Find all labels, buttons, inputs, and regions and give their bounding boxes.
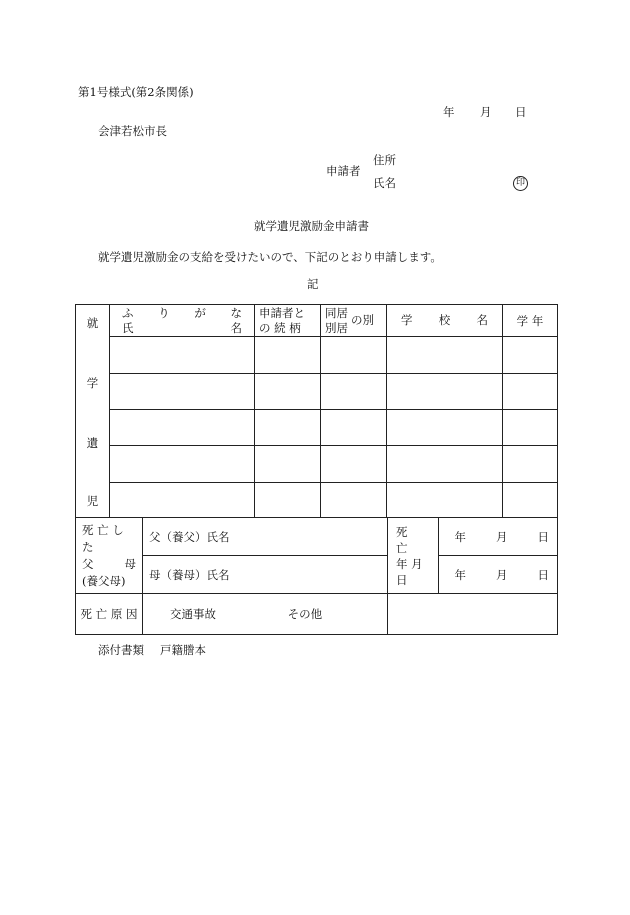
relation-cell[interactable]: [255, 483, 321, 518]
form-number: 第1号様式(第2条関係): [78, 85, 194, 99]
relation-cell[interactable]: [255, 410, 321, 446]
grade-cell[interactable]: [503, 483, 558, 518]
mother-name-field[interactable]: 母（養母）氏名: [143, 556, 388, 594]
date-day-label: 日: [515, 105, 527, 119]
cause-other[interactable]: その他: [287, 607, 323, 621]
name-cell[interactable]: [110, 410, 255, 446]
school-cell[interactable]: [387, 410, 503, 446]
name-label: 氏名: [373, 176, 396, 190]
cohabitation-cell[interactable]: [321, 483, 387, 518]
cohabitation-cell[interactable]: [321, 446, 387, 483]
grade-cell[interactable]: [503, 410, 558, 446]
mother-death-date[interactable]: 年 月 日: [439, 556, 558, 594]
school-cell[interactable]: [387, 337, 503, 374]
document-title: 就学遺児激励金申請書: [254, 219, 369, 233]
grade-cell[interactable]: [503, 337, 558, 374]
cause-of-death-options[interactable]: [143, 594, 388, 635]
grade-header: 学 年: [503, 305, 558, 337]
cause-of-death-label: 死 亡 原 因: [76, 594, 143, 635]
row-label-char: 児: [86, 494, 99, 508]
school-cell[interactable]: [387, 446, 503, 483]
name-cell[interactable]: [110, 337, 255, 374]
cohabitation-header: 同居 別居 の別: [321, 305, 387, 337]
name-header: [110, 305, 255, 337]
death-date-label: 死 亡 年 月 日: [388, 518, 439, 594]
deceased-parent-label: 死 亡 し た 父 母 (養父母): [76, 518, 143, 594]
seal-icon: 印: [513, 176, 528, 191]
father-name-field[interactable]: 父（養父）氏名: [143, 518, 388, 556]
school-cell[interactable]: [387, 483, 503, 518]
student-table: [75, 304, 558, 518]
father-death-date[interactable]: 年 月 日: [439, 518, 558, 556]
row-label-char: 遺: [86, 436, 99, 450]
address-label: 住所: [373, 153, 396, 167]
cohabitation-cell[interactable]: [321, 374, 387, 410]
body-text: 就学遺児激励金の支給を受けたいので、下記のとおり申請します。: [98, 250, 442, 264]
relation-cell[interactable]: [255, 374, 321, 410]
school-header: 学 校 名: [387, 305, 503, 337]
cohabitation-cell[interactable]: [321, 337, 387, 374]
name-cell[interactable]: [110, 446, 255, 483]
school-cell[interactable]: [387, 374, 503, 410]
name-cell[interactable]: [110, 483, 255, 518]
relation-header: 申請者と の 続 柄: [255, 305, 321, 337]
seal-mark: [513, 174, 528, 191]
name-cell[interactable]: [110, 374, 255, 410]
parent-table: [75, 517, 558, 635]
relation-cell[interactable]: [255, 337, 321, 374]
grade-cell[interactable]: [503, 374, 558, 410]
name-row: 氏 名: [122, 320, 242, 335]
date-month-label: 月: [480, 105, 492, 119]
grade-cell[interactable]: [503, 446, 558, 483]
relation-cell[interactable]: [255, 446, 321, 483]
cause-traffic-accident[interactable]: 交通事故: [170, 607, 216, 621]
addressee: 会津若松市長: [98, 124, 167, 138]
attachment-label: 添付書類: [98, 643, 144, 657]
row-label-char: 就: [86, 316, 99, 330]
cohabitation-cell[interactable]: [321, 410, 387, 446]
furigana-row: ふ り が な: [122, 305, 242, 320]
date-year-label: 年: [443, 105, 455, 119]
cause-detail-field[interactable]: [388, 594, 558, 635]
row-label-char: 学: [86, 376, 99, 390]
applicant-label: 申請者: [326, 164, 361, 178]
attachment-value: 戸籍謄本: [160, 643, 206, 657]
ki-label: 記: [307, 277, 319, 291]
student-row-label: [76, 305, 110, 518]
